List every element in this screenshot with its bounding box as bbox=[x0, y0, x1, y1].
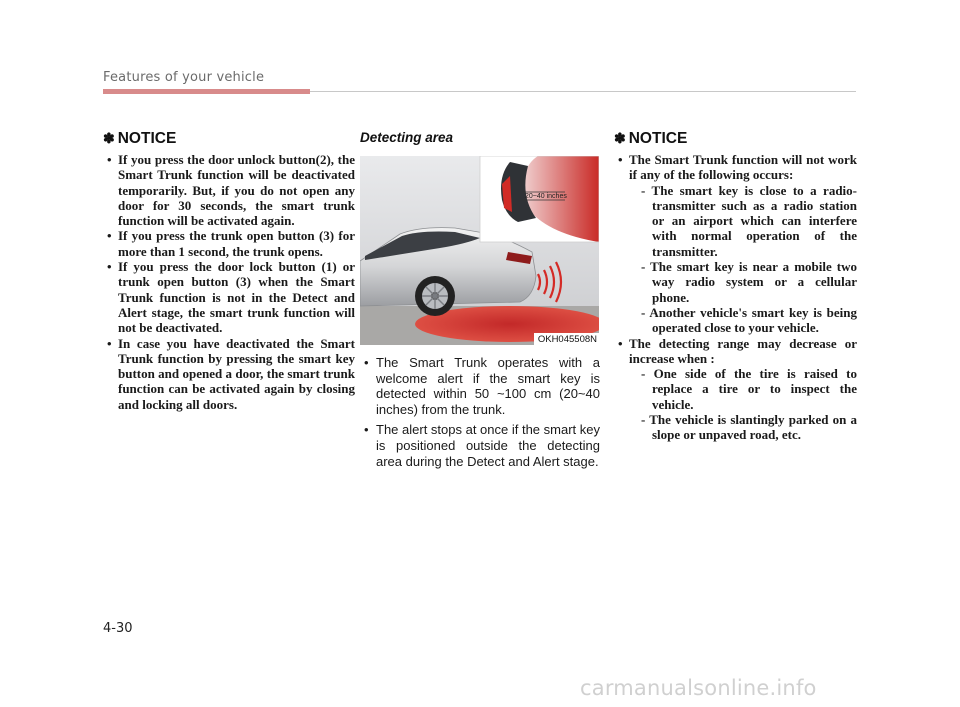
header-rule bbox=[310, 91, 856, 92]
detecting-item bbox=[360, 355, 600, 417]
page-number: 4-30 bbox=[103, 621, 133, 636]
bullet-icon: • bbox=[364, 422, 369, 438]
header-accent-bar bbox=[103, 89, 310, 94]
range-label: 20~40 inches bbox=[525, 193, 567, 200]
notice-item bbox=[103, 259, 355, 335]
notice-item bbox=[614, 336, 857, 443]
bullet-icon: • bbox=[107, 259, 112, 275]
detecting-list bbox=[360, 355, 600, 469]
bullet-icon: • bbox=[364, 355, 369, 370]
detecting-item-text: The Smart Trunk operates with a welcome alert if the smart key is detected within 50 ~100 cm (20~40 inches) from the trunk. bbox=[376, 355, 600, 417]
watermark: carmanualsonline.info bbox=[580, 676, 817, 700]
notice-star-icon: ✽ bbox=[103, 130, 115, 146]
detecting-area-figure bbox=[360, 156, 599, 345]
notice-list bbox=[614, 152, 857, 443]
car-illustration bbox=[360, 156, 599, 345]
bullet-icon: • bbox=[618, 335, 623, 351]
bullet-icon: • bbox=[107, 228, 112, 244]
section-heading: Detecting area bbox=[360, 130, 454, 145]
notice-item bbox=[103, 228, 355, 259]
detecting-area-section bbox=[360, 130, 600, 474]
bullet-icon: • bbox=[107, 152, 112, 167]
notice-item-text: If you press the door unlock button(2), the Smart Trunk function will be deactivated temporarily. But, if you do not open any door for 30 seconds, the smart trunk function will be activated again. bbox=[118, 152, 355, 229]
detecting-item bbox=[360, 422, 600, 469]
notice-item-text: If you press the door lock button (1) or trunk open button (3) when the Smart Trunk function is not in the Detect and Alert stage, the smart trunk function will not be deactivated. bbox=[118, 259, 355, 336]
notice-star-icon: ✽ bbox=[614, 130, 626, 146]
notice-item bbox=[103, 152, 355, 228]
notice-heading-text: NOTICE bbox=[628, 130, 688, 147]
right-notice bbox=[614, 130, 857, 443]
notice-subitem: - The smart key is near a mobile two way radio system or a cellular phone. bbox=[641, 259, 857, 305]
figure-code: OKH045508N bbox=[534, 333, 599, 345]
notice-item-text: In case you have deactivated the Smart Trunk function by pressing the smart key button and opened a door, the smart trunk function can be activated again by closing and locking all doors. bbox=[118, 335, 355, 412]
notice-item bbox=[103, 336, 355, 412]
notice-subitem: - The smart key is close to a radio-transmitter such as a radio station or an airport which can interfere with normal operation of the transmitter. bbox=[641, 182, 857, 259]
notice-item bbox=[614, 152, 857, 336]
notice-sublist bbox=[629, 183, 857, 336]
notice-heading-text: NOTICE bbox=[117, 130, 177, 147]
notice-subitem: - One side of the tire is raised to replace a tire or to inspect the vehicle. bbox=[641, 366, 857, 412]
notice-subitem: - The vehicle is slantingly parked on a slope or unpaved road, etc. bbox=[641, 412, 857, 443]
notice-heading bbox=[614, 130, 857, 148]
notice-list bbox=[103, 152, 355, 412]
notice-item-text: If you press the trunk open button (3) for more than 1 second, the trunk opens. bbox=[118, 228, 355, 259]
notice-sublist bbox=[629, 366, 857, 442]
bullet-icon: • bbox=[618, 152, 623, 167]
notice-item-text: The detecting range may decrease or increase when : bbox=[629, 335, 857, 366]
notice-heading bbox=[103, 130, 355, 148]
left-notice bbox=[103, 130, 355, 412]
detecting-item-text: The alert stops at once if the smart key is positioned outside the detecting area during the Detect and Alert stage. bbox=[376, 422, 600, 469]
page-header-title: Features of your vehicle bbox=[103, 70, 265, 85]
notice-subitem: - Another vehicle's smart key is being operated close to your vehicle. bbox=[641, 304, 857, 336]
notice-item-text: The Smart Trunk function will not work if any of the following occurs: bbox=[629, 152, 857, 183]
bullet-icon: • bbox=[107, 335, 112, 351]
